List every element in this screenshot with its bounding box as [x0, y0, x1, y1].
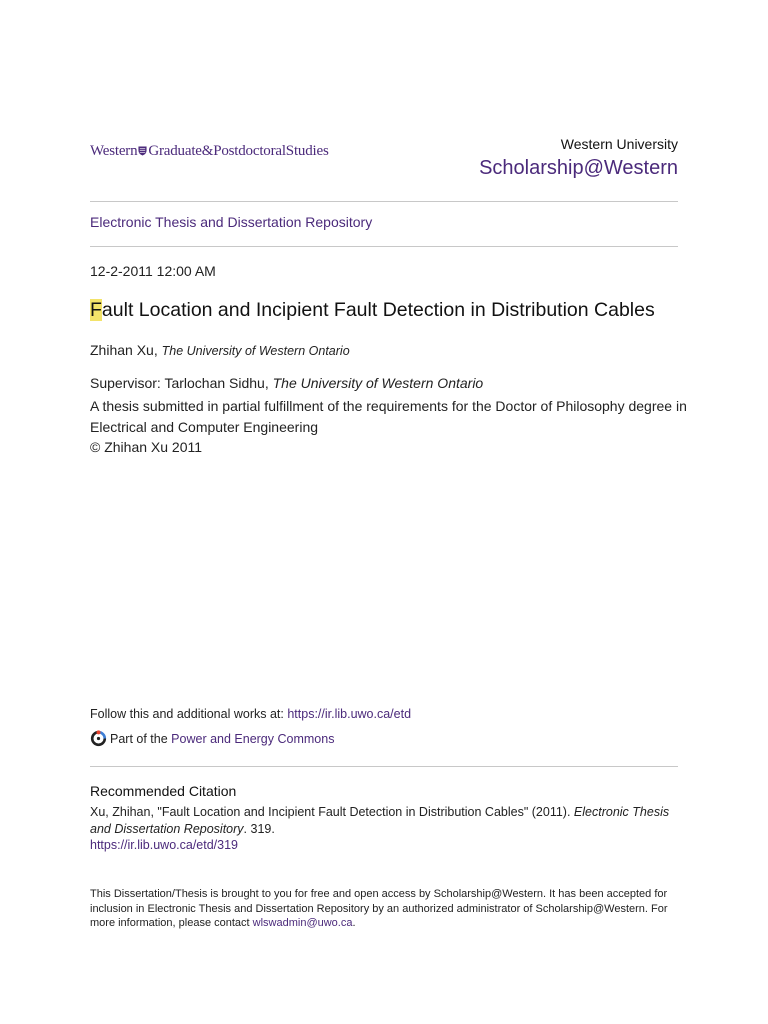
collection-link[interactable]: Electronic Thesis and Dissertation Repository	[90, 214, 373, 230]
follow-text: Follow this and additional works at:	[90, 707, 284, 721]
divider	[90, 766, 678, 767]
citation-italic: Electronic Thesis and Dissertation Repository	[90, 805, 670, 836]
author-name: Zhihan Xu,	[90, 342, 158, 358]
thesis-statement: A thesis submitted in partial fulfillment of the requirements for the Doctor of Philosophy degree in Electrical and Computer Engineering	[90, 398, 687, 435]
citation-text	[90, 804, 680, 838]
logo-western-text: Western	[90, 143, 138, 159]
publication-date: 12-2-2011 12:00 AM	[90, 263, 216, 279]
power-energy-commons-link[interactable]: Power and Energy Commons	[171, 731, 335, 746]
divider	[90, 246, 678, 247]
scholarship-western-link[interactable]: Scholarship@Western	[479, 157, 678, 179]
divider	[90, 201, 678, 202]
citation-url[interactable]: https://ir.lib.uwo.ca/etd/319	[90, 838, 239, 852]
author-affiliation: The University of Western Ontario	[161, 344, 350, 358]
access-end: .	[352, 917, 356, 929]
shield-icon	[138, 146, 147, 156]
access-statement	[90, 887, 680, 931]
supervisor-line	[90, 375, 483, 391]
title-text: ault Location and Incipient Fault Detection in Distribution Cables	[101, 299, 655, 321]
citation-end: . 319.	[243, 822, 275, 836]
access-text: This Dissertation/Thesis is brought to you for free and open access by Scholarship@Western. It has been accepted for inclusion in Electronic Thesis and Dissertation Repository by an authorized administrator of Scholarship@Western. For more information, please contact	[90, 888, 668, 929]
commons-network-icon	[90, 730, 107, 747]
part-of-line	[90, 730, 334, 747]
highlighted-letter: F	[90, 299, 102, 321]
supervisor-affiliation: The University of Western Ontario	[272, 375, 484, 391]
citation-plain: Xu, Zhihan, "Fault Location and Incipient Fault Detection in Distribution Cables" (2011).	[90, 805, 571, 819]
thesis-title	[90, 299, 655, 322]
contact-email-link[interactable]: wlswadmin@uwo.ca	[252, 917, 353, 929]
part-of-text: Part of the	[110, 731, 168, 746]
supervisor-name: Supervisor: Tarlochan Sidhu,	[90, 375, 269, 391]
follow-line	[90, 707, 411, 721]
etd-link[interactable]: https://ir.lib.uwo.ca/etd	[287, 707, 412, 721]
copyright: © Zhihan Xu 2011	[90, 439, 203, 455]
author-line	[90, 342, 350, 358]
university-name: Western University	[560, 136, 678, 152]
logo-rest-text: Graduate&PostdoctoralStudies	[148, 143, 329, 159]
recommended-citation-heading: Recommended Citation	[90, 783, 237, 799]
graduate-studies-logo	[90, 143, 329, 160]
